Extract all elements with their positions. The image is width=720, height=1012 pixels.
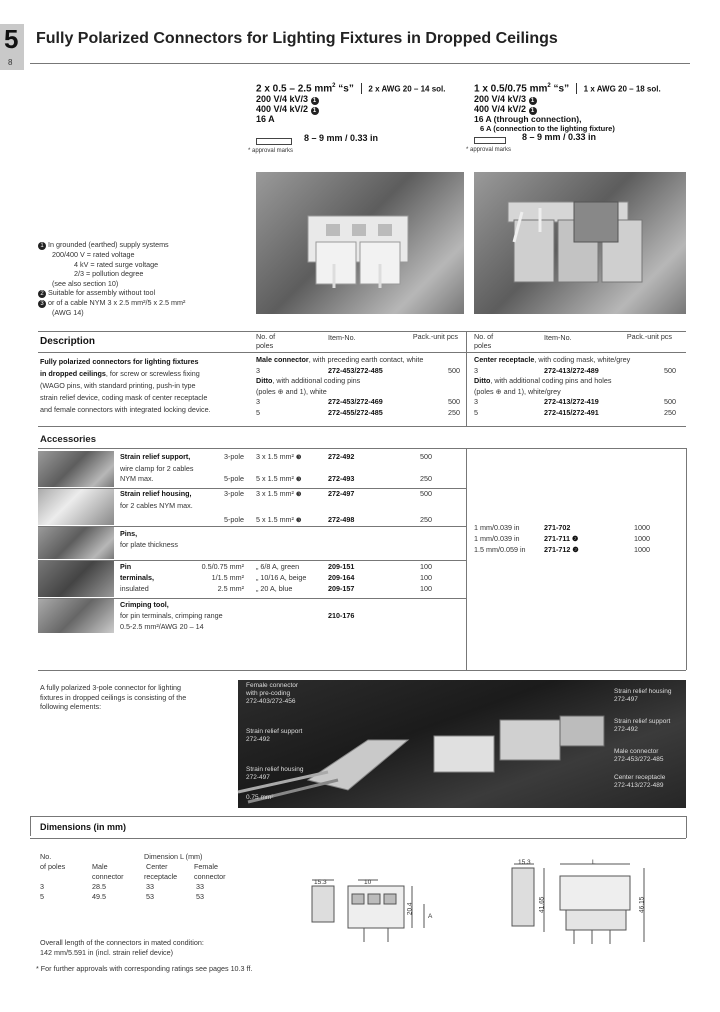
header-rule (30, 63, 690, 64)
page-title: Fully Polarized Connectors for Lighting Fixtures in Dropped Ceilings (36, 30, 558, 47)
center-receptacle-rows: Center receptacle, with coding mask, white/grey 3 272-413/272-489 500 Ditto, with additional coding pins and holes (poles ⊕ and 1), white/grey 3 272-413/272-419 500 5 272-415/272-491 250 (474, 355, 676, 417)
assembly-label-wire: 0.75 mm² (246, 794, 274, 801)
col-poles-left: No. of poles (256, 332, 276, 350)
crimp-text: Crimping tool, for pin terminals, crimping range 0.5-2.5 mm²/AWG 20 – 14 (120, 600, 223, 631)
table-top-rule (38, 331, 686, 332)
strain-support-image (38, 451, 114, 487)
bottom-note: * For further approvals with corresponding ratings see pages 10.3 ff. (36, 964, 253, 973)
dim-l2-label: A (428, 913, 433, 920)
table-bottom-rule (38, 426, 686, 427)
ratings-left: 2 x 0.5 – 2.5 $mm^2$ “s” 2 x AWG 20 – 14 sol. 200 V/4 kV/3 1 400 V/4 kV/2 1 16 A (256, 83, 446, 125)
acc-rule-4 (38, 598, 466, 599)
pins-rows: 1 mm/0.039 in 271-702 1000 1 mm/0.039 in 271-711 ❷ 1000 1.5 mm/0.059 in 271-712 ❷ 1000 (474, 523, 650, 554)
dim-top-rule (30, 816, 686, 817)
dim-b-label: 10 (364, 879, 372, 886)
center-receptacle-drawing (474, 172, 686, 314)
col-item-right: Item-No. (544, 333, 572, 342)
male-connector-drawing (256, 172, 464, 314)
col-poles-right: No. of poles (474, 332, 494, 350)
pin-terminals-image (38, 561, 114, 597)
dim-drawing-left-svg (304, 864, 444, 944)
table-header-rule (38, 352, 686, 353)
dim-left-tick (30, 816, 31, 836)
footnotes: 1 In grounded (earthed) supply systems 200/400 V = rated voltage 4 kV = rated surge voltage 2/3 = pollution degree (see also section 10) 2 Suitable for assembly without tool 3 or of a cable NYM 3 x 2.5 mm²/5 x 2.5 mm² (AWG 14) (38, 240, 185, 318)
acc-rule-3 (38, 560, 466, 561)
dimensions-title: Dimensions (in mm) (40, 822, 127, 832)
accessories-title: Accessories (40, 434, 96, 445)
pins-text: Pins, for plate thickness (120, 529, 178, 549)
dim-r1-label: 41.65 (538, 896, 546, 913)
accessories-divider (466, 448, 467, 670)
crimping-tool-image (38, 599, 114, 633)
description-text: Fully polarized connectors for lighting fixtures in dropped ceilings, for screw or screwless fixing (WAGO pins, with standard printing, push-in type strain relief device, coding mask of center receptacle and female connectors with integrated locking device. (40, 357, 211, 414)
pin-terminal-rows: „ 6/8 A, green 209-151 100 „ 10/16 A, beige 209-164 100 „ 20 A, blue 209-157 100 (256, 562, 432, 593)
dim-l1-label: 20.4 (406, 902, 414, 916)
col-pack-left: Pack.-unit pcs (412, 332, 458, 341)
male-connector-rows: Male connector, with preceding earth contact, white 3 272-453/272-485 500 Ditto, with additional coding pins (poles ⊕ and 1), white 3 272-453/272-469 500 5 272-455/272-485 250 (256, 355, 460, 417)
male-connector-photo (256, 172, 464, 314)
strain-housing-rows: 3 x 1.5 mm² ❸ 272-497 500 5 x 1.5 mm² ❸ 272-498 250 (256, 489, 432, 524)
crimp-item: 210-176 (328, 611, 355, 620)
pin-terminals-text: Pin 0.5/0.75 mm² terminals, 1/1.5 mm² insulated 2.5 mm² (120, 562, 244, 593)
dim-a-label: 15.3 (314, 879, 327, 886)
dim-drawing-right-svg (504, 856, 674, 948)
dim-r2-label: 46.15 (638, 896, 646, 913)
strain-housing-text: Strain relief housing, 3-pole for 2 cables NYM max. 5-pole (120, 489, 244, 524)
dim-bottom-rule (30, 838, 686, 839)
dimensions-table: No. Dimension L (mm) of poles Male Center Female connector receptacle connector 3 28.5 33 33 5 49.5 53 53 (40, 852, 226, 901)
assembly-label-housing: Strain relief housing 272-497 (246, 766, 304, 781)
strain-housing-image (38, 489, 114, 525)
strain-support-rows: 3 x 1.5 mm² ❸ 272-492 500 5 x 1.5 mm² ❸ 272-493 250 (256, 452, 432, 483)
pins-image (38, 527, 114, 559)
assembly-labels-left: Female connector with pre-coding 272-403/272-456 (246, 682, 299, 705)
acc-rule-2 (38, 526, 466, 527)
ratings-right: 1 x 0.5/0.75 $mm^2$ “s” 1 x AWG 20 – 18 sol. 200 V/4 kV/3 1 400 V/4 kV/2 1 16 A (through connection), 6 A (connection to the lighting fixture) (474, 83, 661, 134)
col-item-left: Item-No. (328, 333, 356, 342)
dim-drawing-right (504, 856, 674, 948)
strain-support-text: Strain relief support, 3-pole wire clamp for 2 cables NYM max. 5-pole (120, 452, 244, 483)
center-receptacle-photo (474, 172, 686, 314)
assembly-intro: A fully polarized 3-pole connector for lighting fixtures in dropped ceilings is consisting of the following elements: (40, 683, 187, 712)
dim-right-border (686, 816, 687, 838)
section-number: 5 (4, 24, 19, 54)
overall-length: Overall length of the connectors in mated condition: 142 mm/5.591 in (incl. strain relief device) (40, 938, 204, 957)
dim-drawing-left (304, 864, 444, 944)
col-pack-right: Pack.-unit pcs (626, 332, 672, 341)
assembly-label-support: Strain relief support 272-492 (246, 728, 303, 743)
table-divider (466, 331, 467, 427)
assembly-labels-right: Strain relief housing 272-497 Strain relief support 272-492 Male connector 272-453/272-485 Center receptacle 272-413/272-489 (614, 688, 672, 789)
accessories-bottom-rule (38, 670, 686, 671)
dim-d-label: L (592, 859, 596, 866)
section-subnumber: 8 (8, 58, 13, 67)
accessories-right-border (686, 448, 687, 670)
dim-c-label: 15.3 (518, 859, 531, 866)
accessories-rule (38, 448, 686, 449)
desc-header: Description (40, 336, 96, 347)
